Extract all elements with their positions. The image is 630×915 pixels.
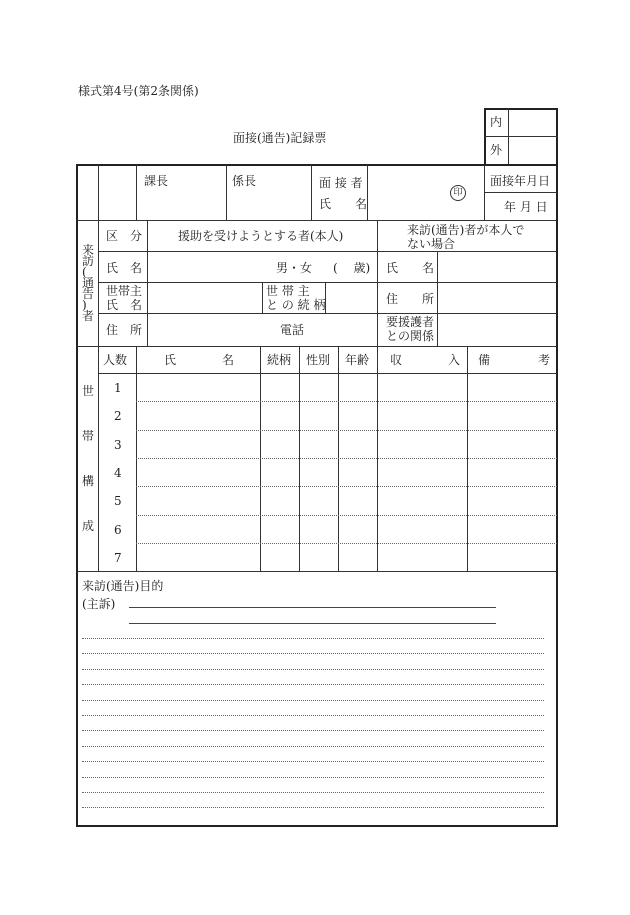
gender-label: 男・女	[276, 261, 313, 275]
purpose-line[interactable]	[82, 807, 544, 808]
household-row-divider	[136, 486, 557, 487]
divider	[262, 282, 263, 313]
divider	[77, 220, 557, 221]
side-char: 成	[82, 519, 95, 533]
side-char: 訪	[82, 254, 95, 268]
col-relation: 続柄	[267, 353, 292, 367]
section-chief-label: 課長	[144, 174, 169, 188]
col-count: 人数	[103, 353, 128, 367]
household-row-number: 7	[114, 550, 122, 565]
household-row-number: 5	[114, 494, 122, 509]
age-label: ( 歳)	[333, 261, 371, 275]
col-income-1: 収	[390, 353, 403, 367]
purpose-line[interactable]	[82, 638, 544, 639]
divider	[484, 192, 557, 193]
purpose-line[interactable]	[82, 684, 544, 685]
form-number: 様式第4号(第2条関係)	[78, 84, 199, 98]
needer-label-1: 要援護者	[386, 315, 435, 329]
category-label: 区 分	[106, 229, 143, 243]
applicant-label: 援助を受けようとする者(本人)	[178, 229, 344, 243]
household-row-number: 6	[114, 522, 122, 537]
side-char: 来	[82, 243, 95, 257]
col-name-1: 氏	[164, 353, 177, 367]
inside-label: 内	[490, 115, 503, 129]
form-frame	[76, 164, 558, 827]
divider	[136, 165, 137, 220]
name-label: 氏 名	[106, 261, 143, 275]
interviewer-label-2: 氏 名	[319, 197, 368, 211]
phone-label: 電話	[280, 323, 305, 337]
divider	[77, 571, 557, 572]
sub-chief-label: 係長	[232, 174, 257, 188]
col-income-2: 入	[448, 353, 461, 367]
side-char: )	[82, 298, 87, 312]
col-notes-2: 考	[538, 353, 551, 367]
purpose-line[interactable]	[82, 761, 544, 762]
address2-label: 住 所	[386, 292, 435, 306]
household-row-divider	[136, 401, 557, 402]
side-char: 帯	[82, 429, 95, 443]
col-notes-1: 備	[478, 353, 491, 367]
divider	[377, 220, 378, 346]
divider	[437, 251, 438, 346]
household-row-divider	[136, 543, 557, 544]
purpose-line[interactable]	[82, 746, 544, 747]
seal-icon: 印	[450, 185, 466, 201]
purpose-line[interactable]	[82, 792, 544, 793]
household-row-number: 1	[114, 381, 122, 395]
purpose-line[interactable]	[82, 715, 544, 716]
divider	[98, 346, 99, 571]
interview-date-value: 年 月 日	[504, 200, 548, 214]
divider	[98, 282, 557, 283]
divider	[226, 165, 227, 220]
side-char: 構	[82, 474, 95, 488]
other-visitor-label-2: ない場合	[407, 237, 456, 251]
purpose-line[interactable]	[82, 777, 544, 778]
divider	[311, 165, 312, 220]
divider	[98, 373, 557, 374]
side-char: 者	[82, 309, 95, 323]
household-row-number: 2	[114, 409, 122, 424]
divider	[484, 136, 558, 137]
side-char: (	[82, 265, 87, 279]
purpose-line[interactable]	[82, 669, 544, 670]
side-char: 世	[82, 384, 95, 398]
side-char: 告	[82, 287, 95, 301]
interviewer-label-1: 面 接 者	[319, 176, 363, 190]
household-row-divider	[136, 458, 557, 459]
purpose-line[interactable]	[82, 700, 544, 701]
divider	[367, 165, 368, 220]
interview-date-label: 面接年月日	[490, 174, 551, 188]
complaint-label: (主訴)	[82, 597, 116, 611]
needer-label-2: との関係	[386, 329, 435, 343]
divider	[98, 165, 99, 220]
relation-label-1: 世 帯 主	[266, 284, 310, 298]
purpose-label: 来訪(通告)目的	[82, 579, 164, 593]
other-visitor-label-1: 来訪(通告)者が本人で	[407, 223, 525, 237]
head-label-1: 世帯主	[106, 284, 143, 298]
divider	[77, 346, 557, 347]
address-label: 住 所	[106, 323, 143, 337]
purpose-line[interactable]	[82, 653, 544, 654]
head-label-2: 氏 名	[106, 298, 143, 312]
col-age: 年齢	[345, 353, 370, 367]
divider	[147, 220, 148, 346]
outside-label: 外	[490, 143, 503, 157]
relation-label-2: と の 続 柄	[266, 298, 326, 312]
household-row-number: 3	[114, 437, 122, 452]
household-row-number: 4	[114, 465, 122, 480]
household-row-divider	[136, 515, 557, 516]
divider	[98, 220, 99, 346]
complaint-line-1	[129, 607, 496, 608]
name2-label: 氏 名	[386, 261, 435, 275]
complaint-line-2	[129, 623, 496, 624]
divider	[98, 313, 557, 314]
form-title: 面接(通告)記録票	[233, 131, 327, 145]
household-row-divider	[136, 430, 557, 431]
divider	[98, 251, 557, 252]
col-sex: 性別	[306, 353, 331, 367]
col-name-2: 名	[222, 353, 235, 367]
divider	[508, 108, 509, 166]
purpose-line[interactable]	[82, 730, 544, 731]
side-char: 通	[82, 276, 95, 290]
